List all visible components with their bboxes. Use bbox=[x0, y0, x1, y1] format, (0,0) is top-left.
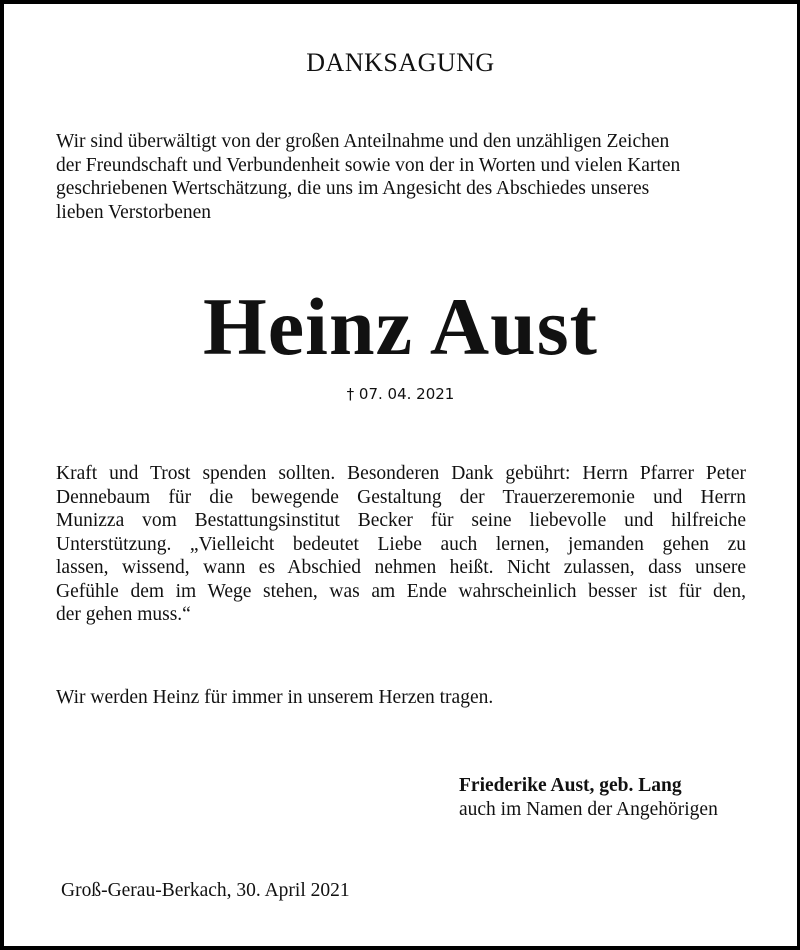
signature-block bbox=[459, 774, 718, 822]
closing-paragraph bbox=[56, 686, 746, 710]
body-line: Kraft und Trost spenden sollten. Besonderen Dank gebührt: Herrn Pfarrer Peter bbox=[56, 463, 746, 484]
body-line: Unterstützung. „Vielleicht bedeutet Liebe auch lernen, jemanden gehen zu bbox=[56, 533, 746, 555]
body-line: Dennebaum für die bewegende Gestaltung der Trauerzeremonie und Herrn bbox=[56, 486, 746, 508]
signer-subline: auch im Namen der Angehörigen bbox=[459, 799, 718, 820]
intro-line: Wir sind überwältigt von der großen Anteilnahme und den unzähligen Zeichen bbox=[56, 131, 670, 152]
body-line: Gefühle dem im Wege stehen, was am Ende wahrscheinlich besser ist für den, bbox=[56, 580, 746, 602]
body-line: lassen, wissend, wann es Abschied nehmen heißt. Nicht zulassen, dass unsere bbox=[56, 557, 746, 578]
intro-line: lieben Verstorbenen bbox=[56, 201, 212, 223]
intro-line: geschriebenen Wertschätzung, die uns im Angesicht des Abschiedes unseres bbox=[56, 178, 650, 199]
place-and-date: Groß-Gerau-Berkach, 30. April 2021 bbox=[61, 880, 350, 901]
notice-heading: DANKSAGUNG bbox=[306, 48, 495, 77]
body-paragraph bbox=[56, 462, 746, 627]
deceased-name: Heinz Aust bbox=[203, 281, 598, 372]
body-line: Munizza vom Bestattungsinstitut Becker für seine liebevolle und hilfreiche bbox=[56, 510, 746, 531]
death-date: † 07. 04. 2021 bbox=[346, 385, 455, 403]
intro-paragraph bbox=[56, 130, 746, 224]
body-line: der gehen muss.“ bbox=[56, 604, 191, 625]
closing-line: Wir werden Heinz für immer in unserem Herzen tragen. bbox=[56, 687, 494, 708]
signer-name: Friederike Aust, geb. Lang bbox=[459, 775, 682, 796]
intro-line: der Freundschaft und Verbundenheit sowie von der in Worten und vielen Karten bbox=[56, 154, 681, 176]
